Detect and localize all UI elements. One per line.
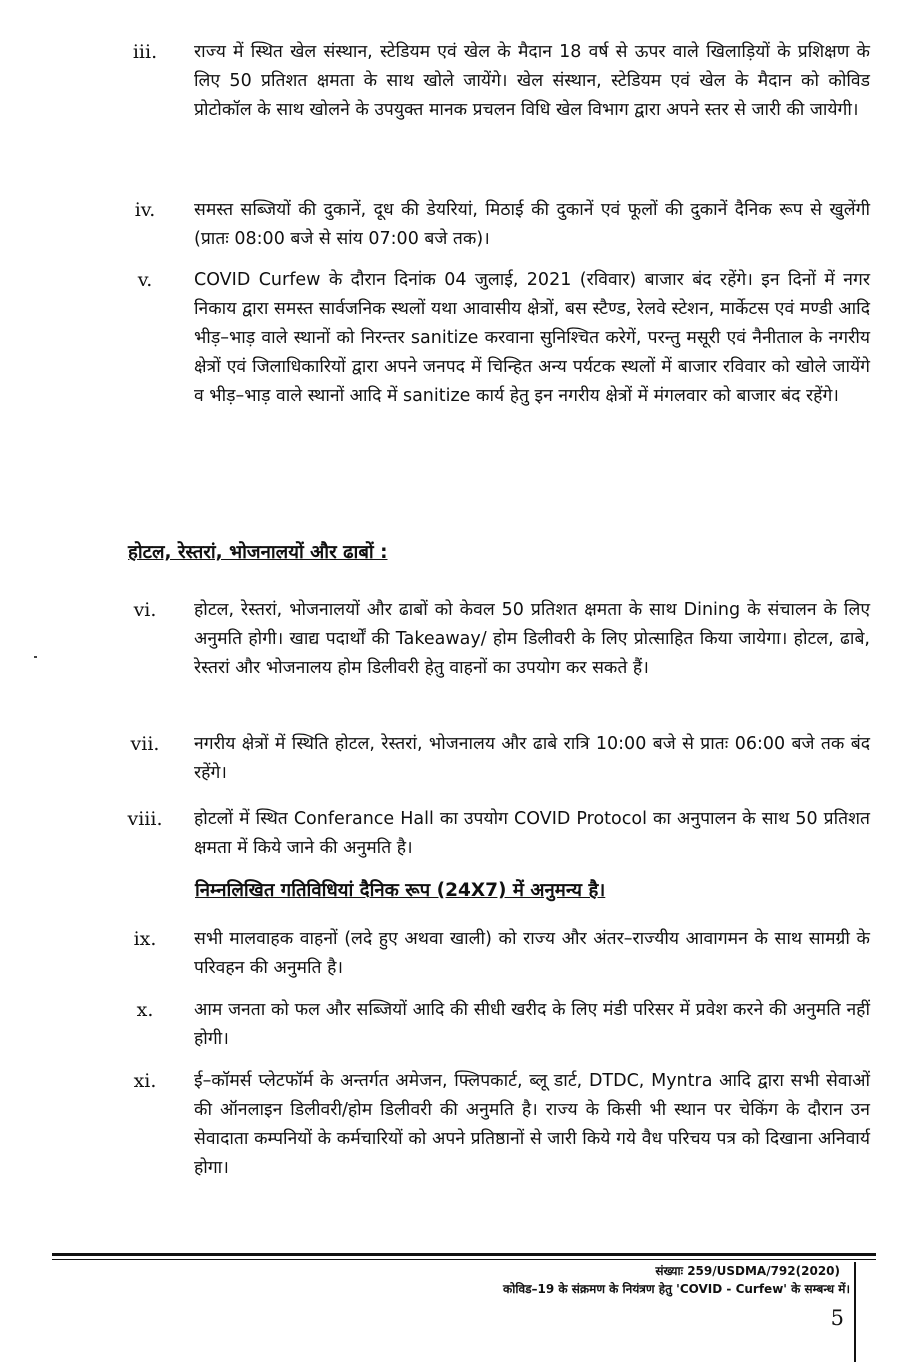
item-number: xi. xyxy=(133,1070,157,1092)
page-number: 5 xyxy=(830,1306,844,1330)
item-number: ix. xyxy=(133,928,157,950)
footer-subject: कोविड–19 के संक्रमण के नियंत्रण हेतु 'COVID - Curfew' के सम्बन्ध में। xyxy=(503,1282,850,1296)
item-number: x. xyxy=(136,999,154,1021)
item-text: सभी मालवाहक वाहनों (लदे हुए अथवा खाली) को राज्य और अंतर–राज्यीय आवागमन के साथ सामग्री के परिवहन की अनुमति है। xyxy=(194,929,870,978)
scan-speck xyxy=(34,656,37,658)
item-text: COVID Curfew के दौरान दिनांक 04 जुलाई, 2021 (रविवार) बाजार बंद रहेंगे। इन दिनों में नगर निकाय द्वारा समस्त सार्वजनिक स्थलों यथा आवासीय क्षेत्रों, बस स्टैण्ड, रेलवे स्टेशन, मार्केटस एवं मण्डी आदि भीड़–भाड़ वाले स्थानों को निरन्तर sanitize करवाना सुनिश्चित करेगें, परन्तु मसूरी एवं नैनीताल के नगरीय क्षेत्रों एवं जिलाधिकारियों द्वारा अपने जनपद में चिन्हित अन्य पर्यटक स्थलों में बाजार रविवार को खोले जायेंगे व भीड़–भाड़ वाले स्थानों आदि में sanitize कार्य हेतु इन नगरीय क्षेत्रों में मंगलवार को बाजार बंद रहेंगे। xyxy=(194,270,870,406)
item-text: होटल, रेस्तरां, भोजनालयों और ढाबों को केवल 50 प्रतिशत क्षमता के साथ Dining के संचालन के लिए अनुमति होगी। खाद्य पदार्थों की Takeaway/ होम डिलीवरी के लिए प्रोत्साहित किया जायेगा। होटल, ढाबे, रेस्तरां और भोजनालय होम डिलीवरी हेतु वाहनों का उपयोग कर सकते हैं। xyxy=(194,600,870,678)
item-text: राज्य में स्थित खेल संस्थान, स्टेडियम एवं खेल के मैदान 18 वर्ष से ऊपर वाले खिलाड़ियों के प्रशिक्षण के लिए 50 प्रतिशत क्षमता के साथ खोले जायेंगे। खेल संस्थान, स्टेडियम एवं खेल के मैदान को कोविड प्रोटोकॉल के साथ खोलने के उपयुक्त मानक प्रचलन विधि खेल विभाग द्वारा अपने स्तर से जारी की जायेगी। xyxy=(194,42,870,120)
footer-rule-thin xyxy=(52,1259,876,1260)
item-number: iii. xyxy=(132,41,158,63)
footer-reference-number: संख्याः 259/USDMA/792(2020) xyxy=(655,1264,840,1278)
item-text: आम जनता को फल और सब्जियों आदि की सीधी खरीद के लिए मंडी परिसर में प्रवेश करने की अनुमति नहीं होगी। xyxy=(194,1000,870,1049)
item-number: vii. xyxy=(130,733,160,755)
item-text: होटलों में स्थित Conferance Hall का उपयोग COVID Protocol का अनुपालन के साथ 50 प्रतिशत क्षमता में किये जाने की अनुमति है। xyxy=(194,809,870,858)
footer-rule xyxy=(52,1253,876,1256)
section-heading-hotels: होटल, रेस्तरां, भोजनालयों और ढाबों : xyxy=(128,542,388,563)
item-text: नगरीय क्षेत्रों में स्थिति होटल, रेस्तरां, भोजनालय और ढाबे रात्रि 10:00 बजे से प्रातः 06:00 बजे तक बंद रहेंगे। xyxy=(194,734,870,783)
item-number: vi. xyxy=(133,599,157,621)
item-text: समस्त सब्जियों की दुकानें, दूध की डेयरियां, मिठाई की दुकानें एवं फूलों की दुकानें दैनिक रूप से खुलेंगी (प्रातः 08:00 बजे से सांय 07:00 बजे तक)। xyxy=(194,200,870,249)
section-heading-daily: निम्नलिखित गतिविधियां दैनिक रूप (24X7) में अनुमन्य है। xyxy=(195,880,606,901)
item-number: viii. xyxy=(127,808,163,830)
item-text: ई–कॉमर्स प्लेटफॉर्म के अन्तर्गत अमेजन, फ्लिपकार्ट, ब्लू डार्ट, DTDC, Myntra आदि द्वारा सभी सेवाओं की ऑनलाइन डिलीवरी/होम डिलीवरी की अनुमति है। राज्य के किसी भी स्थान पर चेकिंग के दौरान उन सेवादाता कम्पनियों के कर्मचारियों को अपने प्रतिष्ठानों से जारी किये गये वैध परिचय पत्र को दिखाना अनिवार्य होगा। xyxy=(194,1071,870,1178)
item-number: v. xyxy=(137,269,153,291)
footer-margin-line xyxy=(854,1262,856,1362)
item-number: iv. xyxy=(134,199,156,221)
